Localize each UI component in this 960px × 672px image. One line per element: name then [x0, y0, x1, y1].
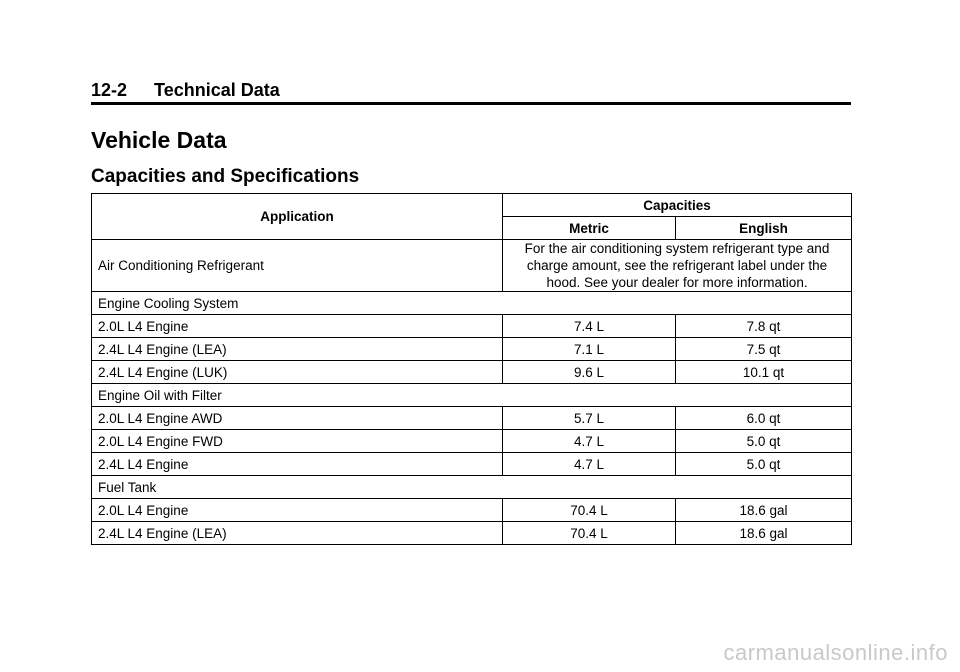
row-english: 6.0 qt [676, 407, 852, 430]
row-application: 2.0L L4 Engine [92, 315, 503, 338]
row-metric: 4.7 L [503, 453, 676, 476]
table-group-row [92, 292, 852, 315]
row-metric: 4.7 L [503, 430, 676, 453]
table-row [92, 430, 852, 453]
row-english: 18.6 gal [676, 499, 852, 522]
row-application: 2.4L L4 Engine (LEA) [92, 522, 503, 545]
row-application: 2.4L L4 Engine (LEA) [92, 338, 503, 361]
row-metric: 5.7 L [503, 407, 676, 430]
group-label: Fuel Tank [92, 476, 852, 499]
header-metric: Metric [503, 217, 676, 240]
table-header-row [92, 194, 852, 217]
table-row [92, 453, 852, 476]
subsection-title: Capacities and Specifications [91, 166, 360, 187]
running-header [91, 79, 851, 105]
row-application: 2.4L L4 Engine (LUK) [92, 361, 503, 384]
row-application: 2.0L L4 Engine AWD [92, 407, 503, 430]
row-english: 18.6 gal [676, 522, 852, 545]
row-metric: 70.4 L [503, 522, 676, 545]
site-watermark: carmanualsonline.info [723, 640, 948, 665]
row-english: 10.1 qt [676, 361, 852, 384]
table-row [92, 499, 852, 522]
chapter-title: Technical Data [154, 80, 280, 100]
header-english: English [676, 217, 852, 240]
row-application: 2.4L L4 Engine [92, 453, 503, 476]
table-group-row [92, 384, 852, 407]
page-number: 12-2 [91, 80, 128, 100]
manual-page [91, 0, 851, 672]
table-row [92, 407, 852, 430]
row-english: 5.0 qt [676, 430, 852, 453]
table-group-row [92, 476, 852, 499]
ac-refrigerant-label: Air Conditioning Refrigerant [92, 240, 503, 292]
table-row-ac-refrigerant [92, 240, 852, 292]
row-english: 7.8 qt [676, 315, 852, 338]
row-metric: 9.6 L [503, 361, 676, 384]
row-english: 5.0 qt [676, 453, 852, 476]
row-metric: 7.4 L [503, 315, 676, 338]
table-row [92, 361, 852, 384]
section-title: Vehicle Data [91, 127, 227, 153]
table-row [92, 315, 852, 338]
row-metric: 70.4 L [503, 499, 676, 522]
table-row [92, 522, 852, 545]
group-label: Engine Oil with Filter [92, 384, 852, 407]
group-label: Engine Cooling System [92, 292, 852, 315]
capacities-table [91, 193, 852, 545]
row-english: 7.5 qt [676, 338, 852, 361]
table-row [92, 338, 852, 361]
ac-refrigerant-note: For the air conditioning system refrigerant type and charge amount, see the refrigerant label under the hood. See your dealer for more information. [503, 240, 852, 292]
row-application: 2.0L L4 Engine [92, 499, 503, 522]
header-application: Application [92, 194, 503, 240]
header-capacities: Capacities [503, 194, 852, 217]
row-metric: 7.1 L [503, 338, 676, 361]
row-application: 2.0L L4 Engine FWD [92, 430, 503, 453]
